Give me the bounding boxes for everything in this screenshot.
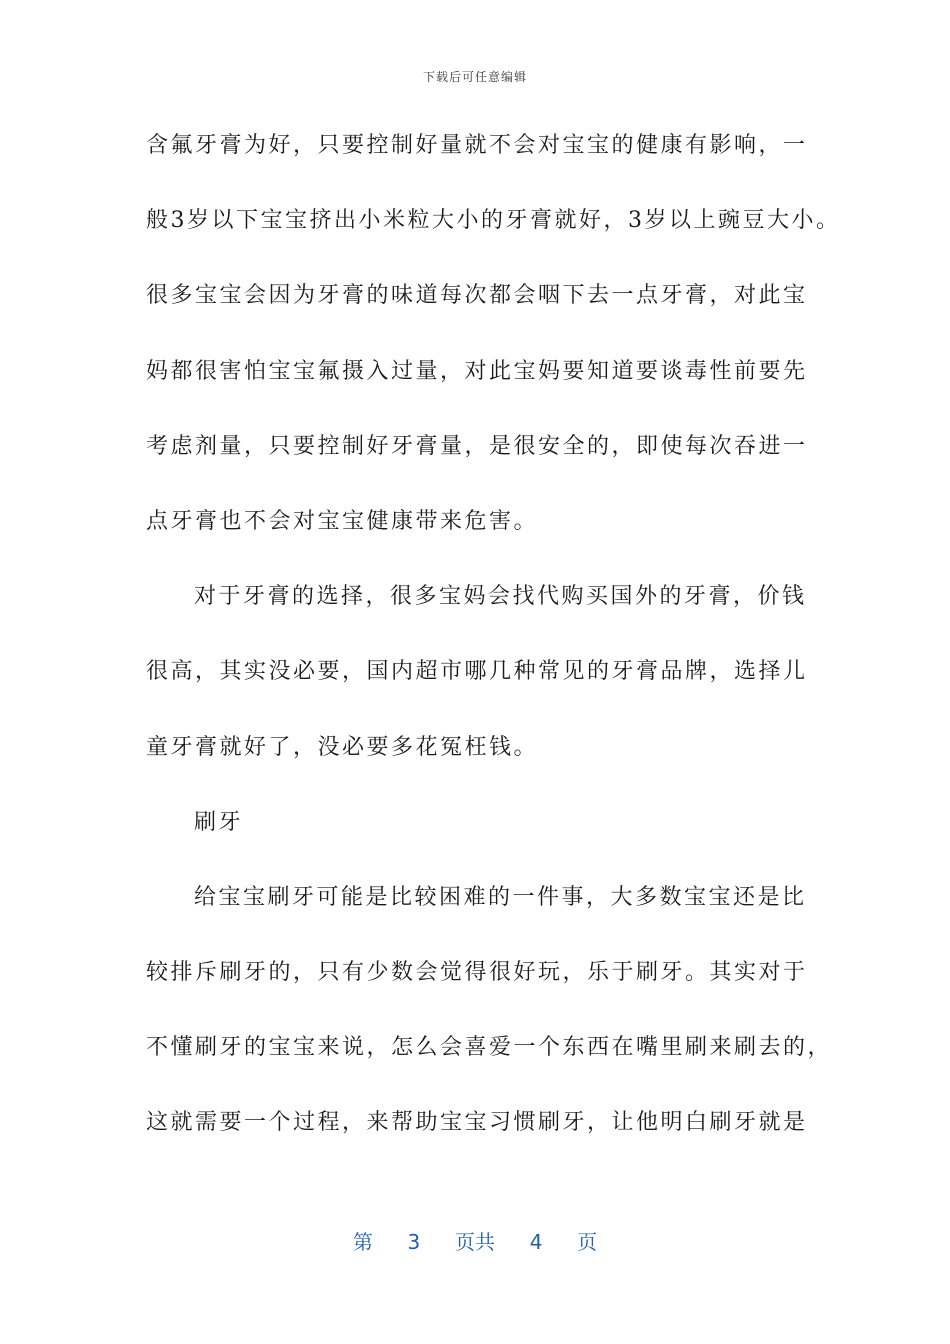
- body-text: [146, 126, 841, 1179]
- text-line: 妈都很害怕宝宝氟摄入过量，对此宝妈要知道要谈毒性前要先: [146, 358, 808, 384]
- text-line: 般3岁以下宝宝挤出小米粒大小的牙膏就好，3岁以上豌豆大小。: [146, 208, 841, 234]
- text-line: 很高，其实没必要，国内超市哪几种常见的牙膏品牌，选择儿: [146, 659, 808, 685]
- text-line: 这就需要一个过程，来帮助宝宝习惯刷牙，让他明白刷牙就是: [146, 1110, 808, 1136]
- text-line: 点牙膏也不会对宝宝健康带来危害。: [146, 508, 539, 534]
- text-line: 考虑剂量，只要控制好牙膏量，是很安全的，即使每次吞进一: [146, 433, 808, 459]
- paragraph-first-line: 给宝宝刷牙可能是比较困难的一件事，大多数宝宝还是比: [194, 884, 807, 910]
- total-pages-number: 4: [529, 1230, 543, 1254]
- text-line: 很多宝宝会因为牙膏的味道每次都会咽下去一点牙膏，对此宝: [146, 283, 808, 309]
- page-footer: [0, 1226, 950, 1255]
- text-line: 含氟牙膏为好，只要控制好量就不会对宝宝的健康有影响，一: [146, 133, 808, 158]
- page-header: 下载后可任意编辑: [422, 70, 527, 84]
- section-heading: 刷牙: [194, 809, 244, 835]
- text-line: 较排斥刷牙的，只有少数会觉得很好玩，乐于刷牙。其实对于: [146, 960, 808, 986]
- text-line: 童牙膏就好了，没必要多花冤枉钱。: [146, 734, 539, 760]
- paragraph-first-line: 对于牙膏的选择，很多宝妈会找代购买国外的牙膏，价钱: [194, 584, 807, 610]
- footer-middle: 页共: [455, 1230, 495, 1254]
- text-line: 不懂刷牙的宝宝来说，怎么会喜爱一个东西在嘴里刷来刷去的，: [146, 1035, 833, 1061]
- footer-suffix: 页: [577, 1230, 598, 1254]
- current-page-number: 3: [407, 1230, 421, 1254]
- footer-prefix: 第: [352, 1230, 373, 1254]
